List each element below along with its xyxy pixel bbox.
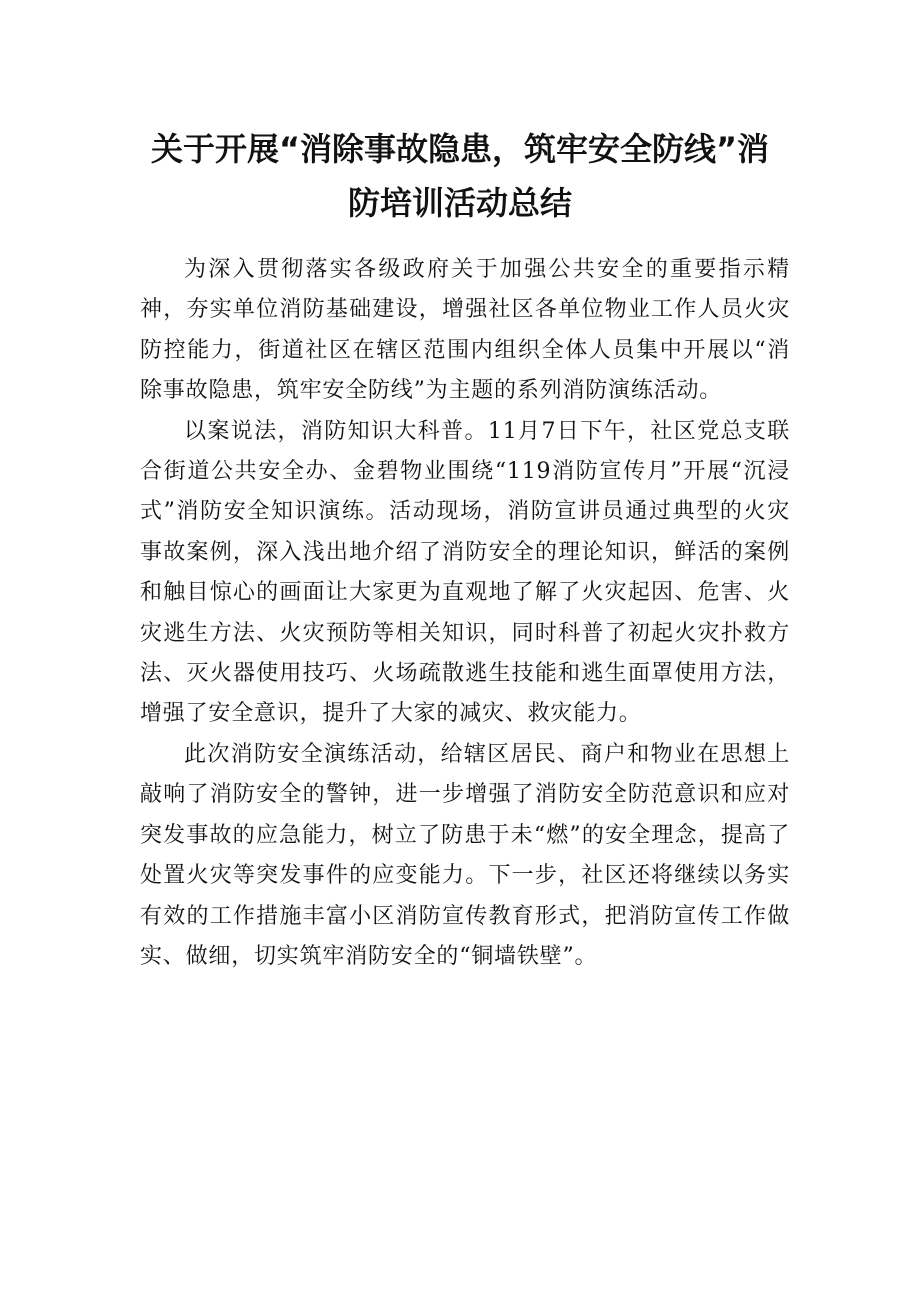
paragraph-intro: 为深入贯彻落实各级政府关于加强公共安全的重要指示精神，夯实单位消防基础建设，增强社区各单位物业工作人员火灾防控能力，街道社区在辖区范围内组织全体人员集中开展以“消除事故隐患，筑牢安全防线”为主题的系列消防演练活动。 <box>140 257 790 404</box>
paragraph-activity: 以案说法，消防知识大科普。11月7日下午，社区党总支联合街道公共安全办、金碧物业围绕“119消防宣传月”开展“沉浸式”消防安全知识演练。活动现场，消防宣讲员通过典型的火灾事故案例，深入浅出地介绍了消防安全的理论知识，鲜活的案例和触目惊心的画面让大家更为直观地了解了火灾起因、危害、火灾逃生方法、火灾预防等相关知识，同时科普了初起火灾扑救方法、灭火器使用技巧、火场疏散逃生技能和逃生面罩使用方法，增强了安全意识，提升了大家的减灾、救灾能力。 <box>140 418 790 727</box>
document-title <box>110 122 810 230</box>
document-body <box>140 250 790 977</box>
title-line-2: 防培训活动总结 <box>347 184 572 222</box>
title-line-1: 关于开展“消除事故隐患，筑牢安全防线”消 <box>150 130 770 168</box>
paragraph-summary: 此次消防安全演练活动，给辖区居民、商户和物业在思想上敲响了消防安全的警钟，进一步增强了消防安全防范意识和应对突发事故的应急能力，树立了防患于未“燃”的安全理念，提高了处置火灾等突发事件的应变能力。下一步，社区还将继续以务实有效的工作措施丰富小区消防宣传教育形式，把消防宣传工作做实、做细，切实筑牢消防安全的“铜墙铁壁”。 <box>140 741 790 969</box>
